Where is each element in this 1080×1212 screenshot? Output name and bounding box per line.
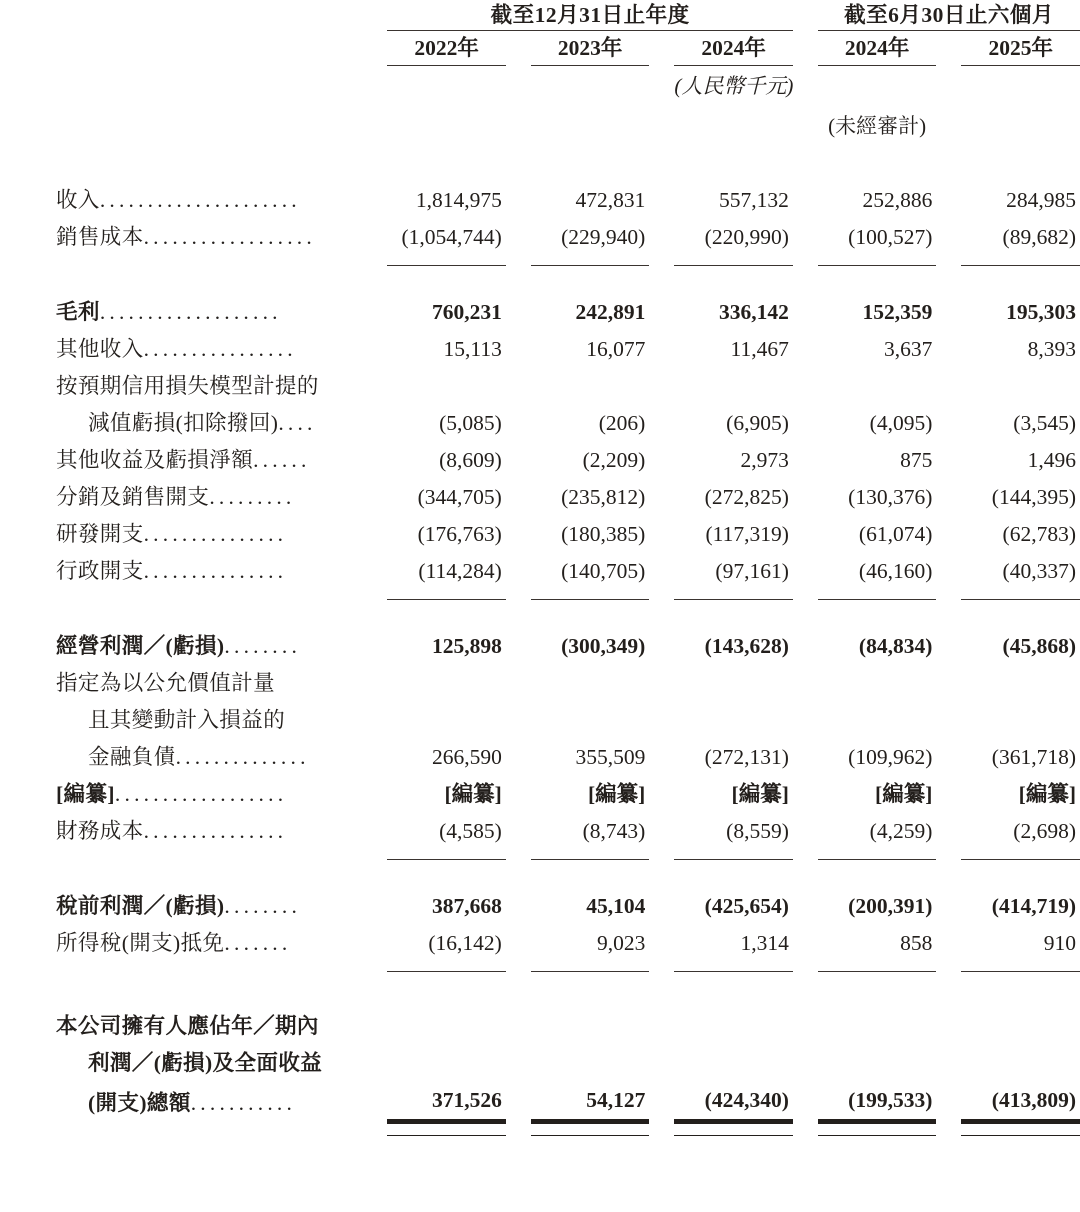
table-row-other-gains-losses — [0, 442, 1080, 479]
cell-redacted-2022: [編纂] — [444, 782, 502, 806]
header-group-row — [0, 0, 1080, 31]
cell-tax-2024h1: 858 — [900, 931, 933, 955]
cell-op-2025h1: (45,868) — [1002, 634, 1076, 658]
cell-total-2023: 54,127 — [586, 1088, 646, 1112]
header-years-row — [0, 31, 1080, 66]
table-row-rnd-expenses — [0, 516, 1080, 553]
dot-leader: ............... — [143, 819, 288, 843]
cell-gp-2024: 336,142 — [718, 300, 789, 324]
cell-gp-2025h1: 195,303 — [1006, 300, 1076, 324]
dot-leader: ....... — [224, 931, 292, 955]
cell-cos-2025h1: (89,682) — [1002, 225, 1076, 249]
row-label-operating-profit: 經營利潤／(虧損)........ — [0, 628, 369, 665]
spacer — [0, 860, 1080, 879]
cell-ecl-2025h1: (3,545) — [1013, 411, 1076, 435]
table-row-selling-expenses — [0, 479, 1080, 516]
cell-ogl-2023: (2,209) — [582, 448, 646, 472]
cell-total-2022: 371,526 — [431, 1088, 502, 1112]
cell-admin-2025h1: (40,337) — [1002, 559, 1076, 583]
dot-leader: ............... — [143, 522, 288, 546]
col-header-2025-interim: 2025年 — [961, 31, 1080, 66]
cell-oi-2024: 11,467 — [730, 337, 789, 361]
cell-gp-2024h1: 152,359 — [862, 300, 933, 324]
col-header-2024-interim: 2024年 — [818, 31, 936, 66]
subtotal-rule — [0, 256, 1080, 266]
dot-leader: ......... — [209, 485, 296, 509]
cell-fvtpl-2023: 355,509 — [575, 745, 646, 769]
cell-ecl-2024: (6,905) — [726, 411, 789, 435]
row-label-revenue: 收入..................... — [0, 182, 369, 219]
cell-admin-2023: (140,705) — [561, 559, 646, 583]
cell-ogl-2024h1: 875 — [900, 448, 933, 472]
cell-ogl-2025h1: 1,496 — [1027, 448, 1076, 472]
row-label-fvtpl-line1: 指定為以公允價值計量 — [56, 671, 276, 695]
col-header-2023: 2023年 — [531, 31, 649, 66]
cell-redacted-2023: [編纂] — [588, 782, 646, 806]
row-label-selling-expenses: 分銷及銷售開支......... — [0, 479, 369, 516]
table-row-income-tax — [0, 925, 1080, 962]
dot-leader: ........ — [224, 634, 302, 658]
subtotal-rule — [0, 962, 1080, 972]
cell-total-2025h1: (413,809) — [991, 1088, 1076, 1112]
table-row-revenue — [0, 182, 1080, 219]
table-row-operating-profit — [0, 628, 1080, 665]
cell-oi-2023: 16,077 — [586, 337, 646, 361]
row-label-cost-of-sales: 銷售成本.................. — [0, 219, 369, 256]
cell-sell-2025h1: (144,395) — [991, 485, 1076, 509]
cell-gp-2022: 760,231 — [431, 300, 502, 324]
col-header-2022: 2022年 — [387, 31, 505, 66]
row-label-other-gains-losses: 其他收益及虧損淨額...... — [0, 442, 369, 479]
header-group-annual: 截至12月31日止年度 — [387, 0, 792, 31]
cell-oi-2025h1: 8,393 — [1027, 337, 1076, 361]
table-row-redacted — [0, 776, 1080, 813]
cell-revenue-2023: 472,831 — [575, 188, 646, 212]
spacer — [0, 164, 1080, 182]
subtotal-rule — [0, 850, 1080, 860]
table-row-total — [0, 1082, 1080, 1122]
table-row-fvtpl-line2 — [0, 702, 1080, 739]
cell-revenue-2022: 1,814,975 — [415, 188, 502, 212]
cell-ogl-2024: 2,973 — [740, 448, 789, 472]
cell-op-2024: (143,628) — [704, 634, 789, 658]
cell-gp-2023: 242,891 — [575, 300, 646, 324]
cell-tax-2025h1: 910 — [1043, 931, 1076, 955]
cell-op-2023: (300,349) — [561, 634, 646, 658]
cell-pbt-2023: 45,104 — [586, 894, 646, 918]
cell-op-2022: 125,898 — [431, 634, 502, 658]
unaudited-note: (未經審計) — [828, 114, 927, 138]
cell-sell-2024: (272,825) — [704, 485, 789, 509]
dot-leader: .................. — [114, 782, 288, 806]
table-row-ecl — [0, 405, 1080, 442]
table-row-other-income — [0, 331, 1080, 368]
row-label-ecl: 減值虧損(扣除撥回).... — [0, 405, 369, 442]
cell-tax-2023: 9,023 — [596, 931, 646, 955]
cell-oi-2022: 15,113 — [443, 337, 502, 361]
dot-leader: ........... — [190, 1090, 297, 1115]
cell-sell-2023: (235,812) — [561, 485, 646, 509]
spacer — [0, 972, 1080, 991]
cell-cos-2022: (1,054,744) — [401, 225, 502, 249]
grand-total-double-rule — [0, 1122, 1080, 1136]
cell-fvtpl-2024h1: (109,962) — [848, 745, 933, 769]
cell-sell-2022: (344,705) — [417, 485, 502, 509]
cell-total-2024h1: (199,533) — [848, 1088, 933, 1112]
cell-fc-2022: (4,585) — [439, 819, 502, 843]
header-group-interim: 截至6月30日止六個月 — [818, 0, 1080, 31]
cell-ecl-2023: (206) — [598, 411, 646, 435]
cell-revenue-2024: 557,132 — [718, 188, 789, 212]
cell-cos-2024h1: (100,527) — [848, 225, 933, 249]
cell-pbt-2025h1: (414,719) — [991, 894, 1076, 918]
dot-leader: ...... — [253, 448, 311, 472]
cell-cos-2024: (220,990) — [704, 225, 789, 249]
table-row-total-line1 — [0, 1008, 1080, 1045]
cell-rnd-2024: (117,319) — [705, 522, 789, 546]
cell-revenue-2024h1: 252,886 — [862, 188, 933, 212]
table-row-finance-costs — [0, 813, 1080, 850]
cell-fc-2024: (8,559) — [726, 819, 789, 843]
cell-pbt-2022: 387,668 — [431, 894, 502, 918]
row-label-ecl-line1: 按預期信用損失模型計提的 — [56, 374, 319, 398]
header-audit-row — [0, 106, 1080, 146]
cell-fvtpl-2025h1: (361,718) — [991, 745, 1076, 769]
dot-leader: .................. — [143, 225, 316, 249]
cell-redacted-2025h1: [編纂] — [1018, 782, 1076, 806]
row-label-income-tax: 所得稅(開支)抵免....... — [0, 925, 369, 962]
table-row-pretax-profit — [0, 888, 1080, 925]
row-label-finance-costs: 財務成本............... — [0, 813, 369, 850]
row-label-total: (開支)總額........... — [0, 1082, 369, 1122]
row-label-redacted: [編纂].................. — [0, 776, 369, 813]
cell-rnd-2022: (176,763) — [417, 522, 502, 546]
cell-sell-2024h1: (130,376) — [848, 485, 933, 509]
spacer — [0, 878, 1080, 888]
cell-fc-2023: (8,743) — [582, 819, 646, 843]
row-label-fvtpl: 金融負債.............. — [0, 739, 369, 776]
col-header-2024-annual: 2024年 — [674, 31, 792, 66]
cell-ogl-2022: (8,609) — [439, 448, 502, 472]
cell-fc-2024h1: (4,259) — [869, 819, 933, 843]
cell-redacted-2024h1: [編纂] — [875, 782, 933, 806]
dot-leader: .............. — [175, 745, 310, 769]
table-row-admin-expenses — [0, 553, 1080, 590]
table-row-fvtpl-line1 — [0, 665, 1080, 702]
spacer — [0, 146, 1080, 164]
table-row-total-line2 — [0, 1045, 1080, 1082]
row-label-total-line2: 利潤／(虧損)及全面收益 — [88, 1051, 323, 1075]
dot-leader: ............... — [143, 559, 288, 583]
cell-pbt-2024: (425,654) — [704, 894, 789, 918]
cell-rnd-2024h1: (61,074) — [858, 522, 933, 546]
cell-rnd-2025h1: (62,783) — [1002, 522, 1076, 546]
row-label-admin-expenses: 行政開支............... — [0, 553, 369, 590]
cell-oi-2024h1: 3,637 — [883, 337, 933, 361]
row-label-other-income: 其他收入................ — [0, 331, 369, 368]
cell-fvtpl-2022: 266,590 — [431, 745, 502, 769]
spacer — [0, 618, 1080, 628]
cell-admin-2022: (114,284) — [418, 559, 502, 583]
dot-leader: ..................... — [99, 188, 301, 212]
dot-leader: ........ — [224, 894, 302, 918]
spacer — [0, 284, 1080, 294]
cell-ecl-2022: (5,085) — [439, 411, 502, 435]
dot-leader: ................... — [99, 300, 282, 324]
cell-fc-2025h1: (2,698) — [1013, 819, 1076, 843]
cell-admin-2024h1: (46,160) — [858, 559, 933, 583]
cell-admin-2024: (97,161) — [715, 559, 789, 583]
cell-op-2024h1: (84,834) — [858, 634, 933, 658]
cell-rnd-2023: (180,385) — [561, 522, 646, 546]
currency-unit-note: (人民幣千元) — [674, 74, 794, 98]
cell-pbt-2024h1: (200,391) — [848, 894, 933, 918]
dot-leader: ................ — [143, 337, 297, 361]
row-label-fvtpl-line2: 且其變動計入損益的 — [88, 708, 286, 732]
table-row-cost-of-sales — [0, 219, 1080, 256]
spacer — [0, 266, 1080, 285]
header-unit-row — [0, 66, 1080, 107]
cell-tax-2024: 1,314 — [740, 931, 789, 955]
table-row-ecl-line1 — [0, 368, 1080, 405]
dot-leader: .... — [278, 411, 317, 435]
table-row-gross-profit — [0, 294, 1080, 331]
row-label-total-line1: 本公司擁有人應佔年／期內 — [56, 1014, 319, 1038]
table-row-fvtpl — [0, 739, 1080, 776]
row-label-gross-profit: 毛利................... — [0, 294, 369, 331]
cell-revenue-2025h1: 284,985 — [1006, 188, 1076, 212]
spacer — [0, 990, 1080, 1008]
row-label-rnd-expenses: 研發開支............... — [0, 516, 369, 553]
cell-redacted-2024: [編纂] — [731, 782, 789, 806]
cell-ecl-2024h1: (4,095) — [869, 411, 933, 435]
cell-tax-2022: (16,142) — [428, 931, 502, 955]
spacer — [0, 600, 1080, 619]
row-label-pretax-profit: 稅前利潤／(虧損)........ — [0, 888, 369, 925]
cell-total-2024: (424,340) — [704, 1088, 789, 1112]
subtotal-rule — [0, 590, 1080, 600]
cell-fvtpl-2024: (272,131) — [704, 745, 789, 769]
cell-cos-2023: (229,940) — [561, 225, 646, 249]
